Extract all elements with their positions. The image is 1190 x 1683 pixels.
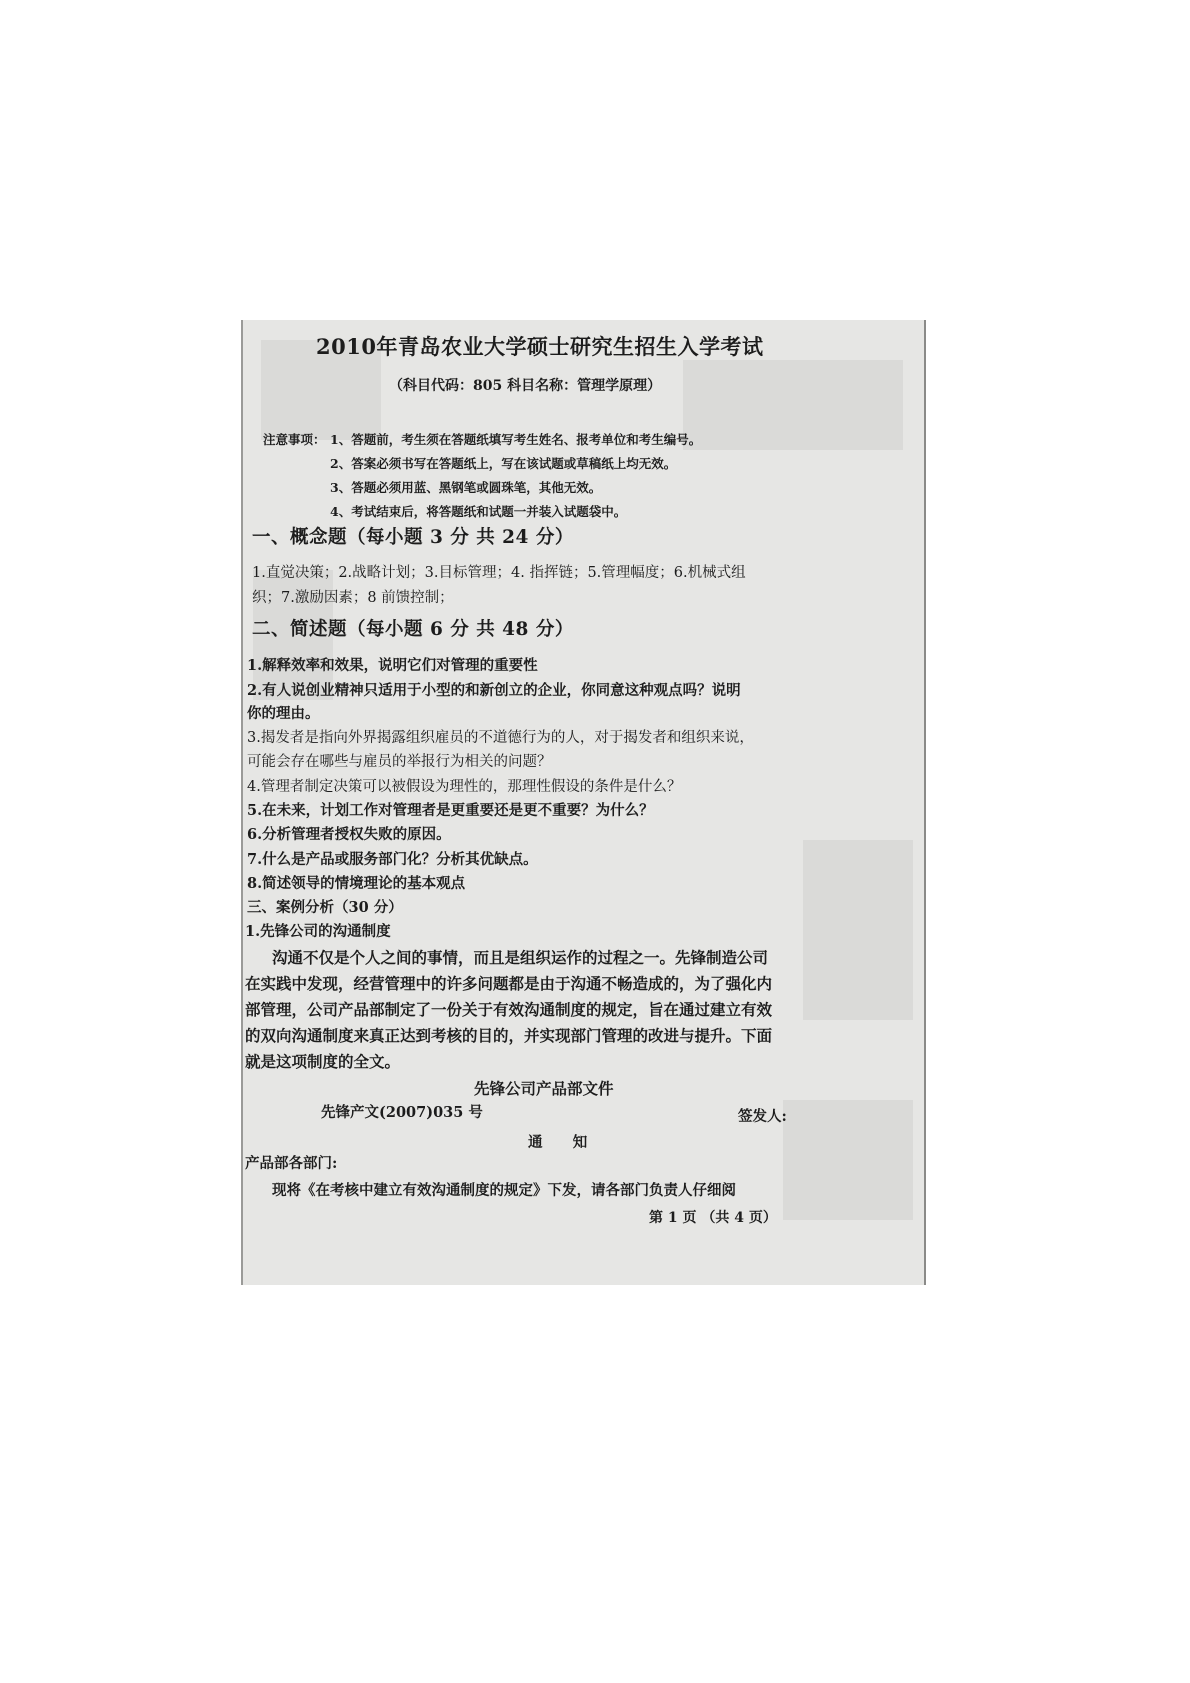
subject-line: （科目代码：805 科目名称：管理学原理） <box>389 378 662 394</box>
question-line: 1.解释效率和效果，说明它们对管理的重要性 <box>247 657 538 674</box>
question-line: 2.有人说创业精神只适用于小型的和新创立的企业，你同意这种观点吗？说明 <box>247 682 741 699</box>
page-number: 第 1 页 （共 4 页） <box>649 1210 777 1226</box>
question-line: 你的理由。 <box>247 705 320 722</box>
question-line: 6.分析管理者授权失败的原因。 <box>247 826 451 843</box>
question-line: 3.揭发者是指向外界揭露组织雇员的不道德行为的人，对于揭发者和组织来说， <box>247 730 754 746</box>
question-line: 8.简述领导的情境理论的基本观点 <box>247 875 466 892</box>
case-title: 1.先锋公司的沟通制度 <box>245 923 391 940</box>
exam-title: 2010年青岛农业大学硕士研究生招生入学考试 <box>316 334 764 359</box>
question-line: 4.管理者制定决策可以被假设为理性的，那理性假设的条件是什么？ <box>247 779 682 795</box>
case-paragraph-line: 的双向沟通制度来真正达到考核的目的，并实现部门管理的改进与提升。下面 <box>245 1026 773 1045</box>
question-line: 5.在未来，计划工作对管理者是更重要还是更不重要？为什么？ <box>247 802 654 819</box>
signer-label: 签发人: <box>738 1108 787 1125</box>
case-paragraph-line: 部管理，公司产品部制定了一份关于有效沟通制度的规定，旨在通过建立有效 <box>245 1000 773 1019</box>
note-item: 3、答题必须用蓝、黑钢笔或圆珠笔，其他无效。 <box>330 480 602 495</box>
scan-shadow <box>783 1100 913 1220</box>
question-line: 7.什么是产品或服务部门化？分析其优缺点。 <box>247 851 538 868</box>
question-line: 织；7.激励因素；8 前馈控制； <box>252 590 454 606</box>
document-title: 先锋公司产品部文件 <box>474 1079 614 1098</box>
case-paragraph-line: 就是这项制度的全文。 <box>245 1052 401 1071</box>
section-heading: 三、案例分析（30 分） <box>247 899 403 916</box>
case-paragraph-line: 沟通不仅是个人之间的事情，而且是组织运作的过程之一。先锋制造公司 <box>272 948 769 967</box>
notice-title: 通 知 <box>528 1134 588 1151</box>
notes-label: 注意事项： <box>263 432 326 447</box>
note-item: 4、考试结束后，将答题纸和试题一并装入试题袋中。 <box>330 504 627 519</box>
case-paragraph-line: 在实践中发现，经营管理中的许多问题都是由于沟通不畅造成的，为了强化内 <box>245 974 773 993</box>
note-item: 2、答案必须书写在答题纸上，写在该试题或草稿纸上均无效。 <box>330 456 677 471</box>
question-line: 1.直觉决策；2.战略计划；3.目标管理；4. 指挥链；5.管理幅度；6.机械式组 <box>252 565 746 581</box>
document-number: 先锋产文(2007)035 号 <box>321 1104 483 1121</box>
section-heading: 二、简述题（每小题 6 分 共 48 分） <box>252 619 574 640</box>
question-line: 可能会存在哪些与雇员的举报行为相关的问题？ <box>247 754 552 770</box>
addressee: 产品部各部门: <box>245 1155 338 1172</box>
section-heading: 一、概念题（每小题 3 分 共 24 分） <box>252 527 574 548</box>
note-item: 1、答题前，考生须在答题纸填写考生姓名、报考单位和考生编号。 <box>330 432 702 447</box>
notice-line: 现将《在考核中建立有效沟通制度的规定》下发，请各部门负责人仔细阅 <box>272 1182 736 1199</box>
scan-shadow <box>683 360 903 450</box>
scan-shadow <box>803 840 913 1020</box>
